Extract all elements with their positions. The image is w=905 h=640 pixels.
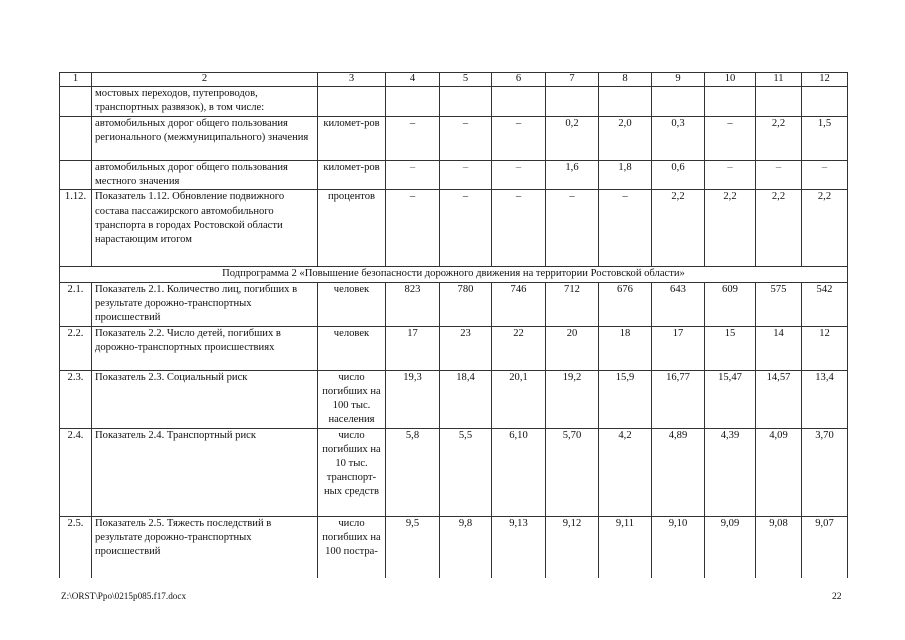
value-cell bbox=[386, 87, 440, 117]
row-number: 2.1. bbox=[60, 282, 92, 326]
value-cell: 823 bbox=[386, 282, 440, 326]
indicator-name: автомобильных дорог общего пользования местного значения bbox=[92, 161, 318, 190]
value-cell: – bbox=[492, 117, 546, 161]
value-cell: 9,07 bbox=[802, 516, 848, 578]
footer-file-path: Z:\ORST\Ppo\0215p085.f17.docx bbox=[61, 591, 187, 601]
value-cell: 643 bbox=[652, 282, 705, 326]
value-cell bbox=[652, 87, 705, 117]
value-cell: 542 bbox=[802, 282, 848, 326]
column-number-header: 9 bbox=[652, 73, 705, 87]
column-number-header: 2 bbox=[92, 73, 318, 87]
table-body bbox=[60, 73, 848, 579]
value-cell: 5,8 bbox=[386, 428, 440, 516]
value-cell: 14,57 bbox=[756, 370, 802, 428]
value-cell: – bbox=[386, 190, 440, 267]
column-number-header: 3 bbox=[318, 73, 386, 87]
value-cell: 23 bbox=[440, 326, 492, 370]
value-cell: 9,5 bbox=[386, 516, 440, 578]
value-cell: 18,4 bbox=[440, 370, 492, 428]
value-cell: – bbox=[386, 161, 440, 190]
row-number bbox=[60, 117, 92, 161]
header-row bbox=[60, 73, 848, 87]
table-row bbox=[60, 428, 848, 516]
table-row bbox=[60, 117, 848, 161]
table-row bbox=[60, 190, 848, 267]
table-row bbox=[60, 326, 848, 370]
table-row bbox=[60, 282, 848, 326]
value-cell: 15 bbox=[705, 326, 756, 370]
value-cell: 676 bbox=[599, 282, 652, 326]
value-cell: 9,13 bbox=[492, 516, 546, 578]
value-cell: 2,2 bbox=[652, 190, 705, 267]
value-cell bbox=[440, 87, 492, 117]
column-number-header: 5 bbox=[440, 73, 492, 87]
value-cell: 1,5 bbox=[802, 117, 848, 161]
subprogram-row bbox=[60, 267, 848, 282]
value-cell: 17 bbox=[386, 326, 440, 370]
value-cell: – bbox=[440, 117, 492, 161]
value-cell: 4,89 bbox=[652, 428, 705, 516]
column-number-header: 11 bbox=[756, 73, 802, 87]
indicator-name: Показатель 2.5. Тяжесть последствий в результате дорожно-транспортных происшествий bbox=[92, 516, 318, 578]
table-row bbox=[60, 161, 848, 190]
value-cell: 22 bbox=[492, 326, 546, 370]
unit-of-measure: число погибших на 10 тыс. транспорт-ных средств bbox=[318, 428, 386, 516]
value-cell: 18 bbox=[599, 326, 652, 370]
value-cell: 20,1 bbox=[492, 370, 546, 428]
value-cell: 20 bbox=[546, 326, 599, 370]
value-cell bbox=[705, 87, 756, 117]
unit-of-measure: километ-ров bbox=[318, 161, 386, 190]
value-cell bbox=[802, 87, 848, 117]
value-cell: – bbox=[492, 161, 546, 190]
unit-of-measure: человек bbox=[318, 326, 386, 370]
value-cell bbox=[492, 87, 546, 117]
column-number-header: 1 bbox=[60, 73, 92, 87]
value-cell: 746 bbox=[492, 282, 546, 326]
unit-of-measure: число погибших на 100 тыс. населения bbox=[318, 370, 386, 428]
value-cell: – bbox=[386, 117, 440, 161]
unit-of-measure: процентов bbox=[318, 190, 386, 267]
value-cell bbox=[599, 87, 652, 117]
row-number: 2.2. bbox=[60, 326, 92, 370]
row-number: 1.12. bbox=[60, 190, 92, 267]
value-cell: 19,3 bbox=[386, 370, 440, 428]
value-cell: 2,2 bbox=[705, 190, 756, 267]
value-cell bbox=[756, 87, 802, 117]
value-cell: 575 bbox=[756, 282, 802, 326]
value-cell: 0,2 bbox=[546, 117, 599, 161]
indicator-name: Показатель 2.1. Количество лиц, погибших в результате дорожно-транспортных происшествий bbox=[92, 282, 318, 326]
column-number-header: 4 bbox=[386, 73, 440, 87]
value-cell: 9,09 bbox=[705, 516, 756, 578]
indicator-name: Показатель 2.2. Число детей, погибших в дорожно-транспортных происшествиях bbox=[92, 326, 318, 370]
value-cell: 9,08 bbox=[756, 516, 802, 578]
value-cell: 2,2 bbox=[756, 117, 802, 161]
value-cell: 3,70 bbox=[802, 428, 848, 516]
value-cell: – bbox=[802, 161, 848, 190]
value-cell: 4,2 bbox=[599, 428, 652, 516]
value-cell: 2,2 bbox=[802, 190, 848, 267]
row-number: 2.3. bbox=[60, 370, 92, 428]
value-cell: 9,8 bbox=[440, 516, 492, 578]
value-cell: 16,77 bbox=[652, 370, 705, 428]
value-cell: 9,10 bbox=[652, 516, 705, 578]
value-cell: – bbox=[546, 190, 599, 267]
value-cell: 4,39 bbox=[705, 428, 756, 516]
value-cell: 5,70 bbox=[546, 428, 599, 516]
indicators-table bbox=[59, 72, 848, 578]
value-cell: 2,2 bbox=[756, 190, 802, 267]
value-cell: 13,4 bbox=[802, 370, 848, 428]
column-number-header: 7 bbox=[546, 73, 599, 87]
unit-of-measure: человек bbox=[318, 282, 386, 326]
value-cell: 0,6 bbox=[652, 161, 705, 190]
column-number-header: 12 bbox=[802, 73, 848, 87]
value-cell: 17 bbox=[652, 326, 705, 370]
column-number-header: 6 bbox=[492, 73, 546, 87]
value-cell: 15,47 bbox=[705, 370, 756, 428]
indicator-name: автомобильных дорог общего пользования регионального (межмуниципального) значения bbox=[92, 117, 318, 161]
value-cell: 712 bbox=[546, 282, 599, 326]
value-cell: – bbox=[599, 190, 652, 267]
value-cell: – bbox=[440, 161, 492, 190]
value-cell: 2,0 bbox=[599, 117, 652, 161]
value-cell: 6,10 bbox=[492, 428, 546, 516]
indicator-name: Показатель 2.4. Транспортный риск bbox=[92, 428, 318, 516]
row-number bbox=[60, 161, 92, 190]
value-cell bbox=[546, 87, 599, 117]
value-cell: 609 bbox=[705, 282, 756, 326]
row-number bbox=[60, 87, 92, 117]
row-number: 2.5. bbox=[60, 516, 92, 578]
value-cell: 1,6 bbox=[546, 161, 599, 190]
unit-of-measure bbox=[318, 87, 386, 117]
value-cell: – bbox=[705, 117, 756, 161]
subprogram-title: Подпрограмма 2 «Повышение безопасности дорожного движения на территории Ростовской области» bbox=[60, 267, 848, 282]
value-cell: – bbox=[440, 190, 492, 267]
value-cell: 780 bbox=[440, 282, 492, 326]
table-row bbox=[60, 516, 848, 578]
value-cell: 12 bbox=[802, 326, 848, 370]
value-cell: 19,2 bbox=[546, 370, 599, 428]
column-number-header: 8 bbox=[599, 73, 652, 87]
value-cell: 15,9 bbox=[599, 370, 652, 428]
row-number: 2.4. bbox=[60, 428, 92, 516]
value-cell: 5,5 bbox=[440, 428, 492, 516]
unit-of-measure: число погибших на 100 постра- bbox=[318, 516, 386, 578]
value-cell: – bbox=[492, 190, 546, 267]
value-cell: – bbox=[705, 161, 756, 190]
value-cell: 0,3 bbox=[652, 117, 705, 161]
value-cell: – bbox=[756, 161, 802, 190]
table-row bbox=[60, 370, 848, 428]
indicator-name: Показатель 2.3. Социальный риск bbox=[92, 370, 318, 428]
indicator-name: мостовых переходов, путепроводов, транспортных развязок), в том числе: bbox=[92, 87, 318, 117]
indicator-name: Показатель 1.12. Обновление подвижного состава пассажирского автомобильного транспорта в городах Ростовской области нарастающим итогом bbox=[92, 190, 318, 267]
unit-of-measure: километ-ров bbox=[318, 117, 386, 161]
value-cell: 4,09 bbox=[756, 428, 802, 516]
column-number-header: 10 bbox=[705, 73, 756, 87]
value-cell: 9,11 bbox=[599, 516, 652, 578]
footer-page-number: 22 bbox=[832, 591, 842, 602]
value-cell: 1,8 bbox=[599, 161, 652, 190]
value-cell: 14 bbox=[756, 326, 802, 370]
value-cell: 9,12 bbox=[546, 516, 599, 578]
table-row bbox=[60, 87, 848, 117]
